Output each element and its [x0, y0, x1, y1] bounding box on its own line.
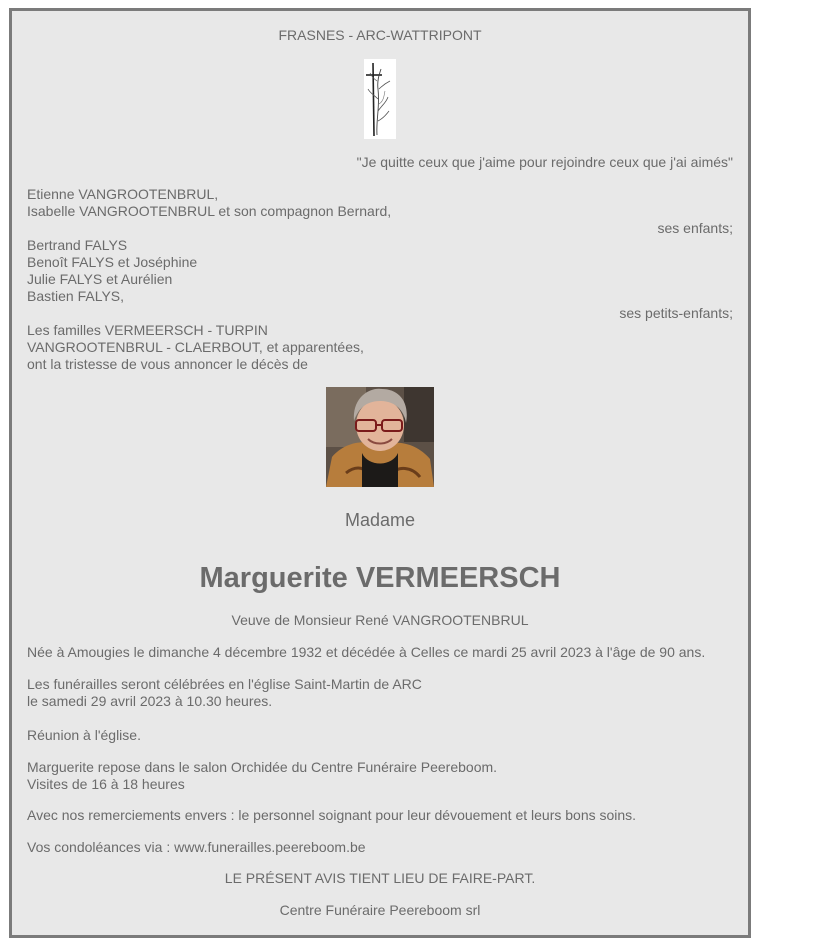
- child-line: Etienne VANGROOTENBRUL,: [27, 186, 219, 202]
- birth-death-line: Née à Amougies le dimanche 4 décembre 1932 et décédée à Celles ce mardi 25 avril 2023 à l'âge de 90 ans.: [27, 644, 706, 660]
- family-line: ont la tristesse de vous annoncer le décès de: [27, 356, 308, 372]
- funeral-line: le samedi 29 avril 2023 à 10.30 heures.: [27, 693, 273, 709]
- funeral-home-footer: Centre Funéraire Peereboom srl: [279, 902, 481, 918]
- visits-line: Visites de 16 à 18 heures: [27, 776, 185, 792]
- widow-line: Veuve de Monsieur René VANGROOTENBRUL: [231, 612, 529, 628]
- rest-line: Marguerite repose dans le salon Orchidée du Centre Funéraire Peereboom.: [27, 759, 498, 775]
- thanks-line: Avec nos remerciements envers : le personnel soignant pour leur dévouement et leurs bons soins.: [27, 807, 637, 823]
- quote: "Je quitte ceux que j'aime pour rejoindre ceux que j'ai aimés": [356, 154, 733, 170]
- family-line: VANGROOTENBRUL - CLAERBOUT, et apparentées,: [27, 339, 364, 355]
- deceased-title: Madame: [344, 510, 416, 530]
- notice-line: LE PRÉSENT AVIS TIENT LIEU DE FAIRE-PART.: [224, 870, 536, 886]
- grandchildren-label: ses petits-enfants;: [619, 305, 733, 321]
- grandchild-line: Benoît FALYS et Joséphine: [27, 254, 198, 270]
- portrait-photo: [326, 387, 434, 487]
- children-label: ses enfants;: [657, 220, 733, 236]
- obituary-card: [9, 8, 751, 938]
- condolences-line: Vos condoléances via : www.funerailles.peereboom.be: [27, 839, 366, 855]
- location-header: FRASNES - ARC-WATTRIPONT: [278, 27, 482, 43]
- grandchild-line: Julie FALYS et Aurélien: [27, 271, 173, 287]
- deceased-name: Marguerite VERMEERSCH: [199, 562, 561, 594]
- family-line: Les familles VERMEERSCH - TURPIN: [27, 322, 268, 338]
- grandchild-line: Bastien FALYS,: [27, 288, 125, 304]
- funeral-line: Les funérailles seront célébrées en l'église Saint-Martin de ARC: [27, 676, 422, 692]
- child-line: Isabelle VANGROOTENBRUL et son compagnon Bernard,: [27, 203, 392, 219]
- grandchild-line: Bertrand FALYS: [27, 237, 128, 253]
- cross-with-branch-icon: [364, 59, 396, 139]
- reunion-line: Réunion à l'église.: [27, 727, 141, 743]
